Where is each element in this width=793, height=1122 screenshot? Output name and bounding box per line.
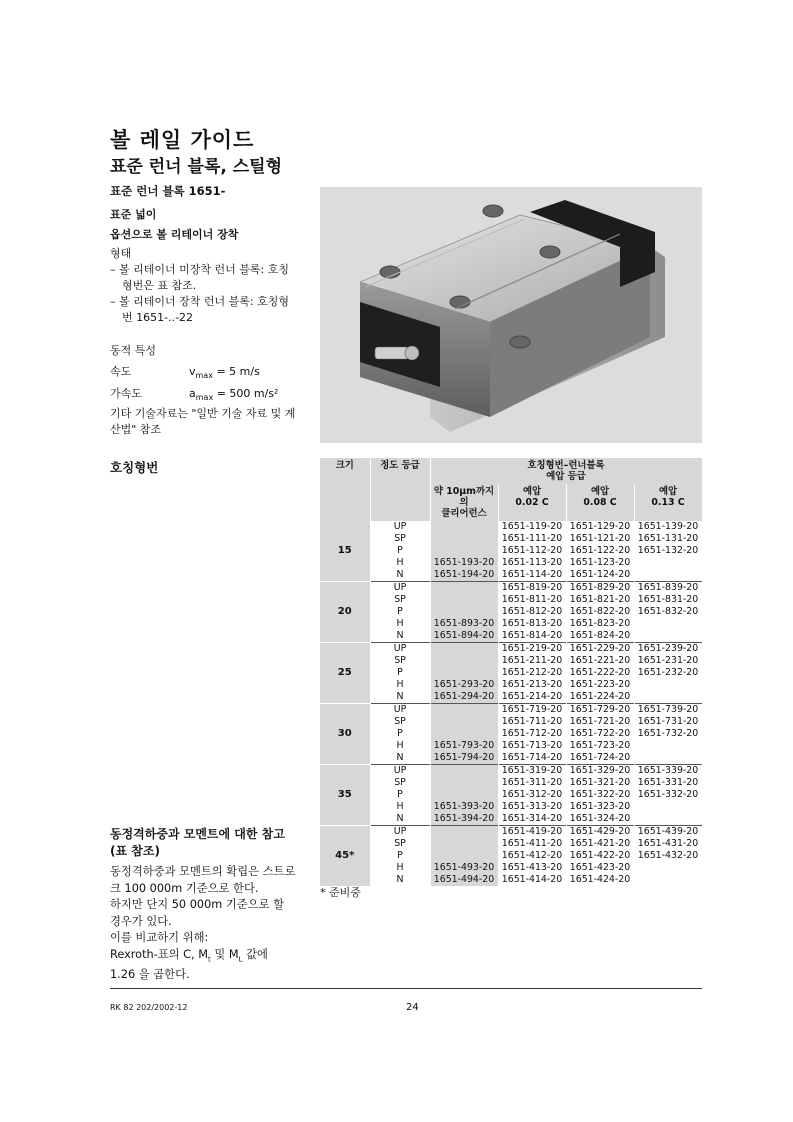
clearance-cell: [430, 606, 498, 618]
table-row: [320, 728, 702, 740]
preload-002-cell: 1651-711-20: [498, 716, 566, 728]
grade-cell: H: [370, 557, 430, 569]
preload-008-cell: 1651-129-20: [566, 521, 634, 533]
load-text-6-sub1: t: [208, 954, 211, 963]
preload-013-cell: 1651-432-20: [634, 850, 702, 862]
clearance-cell: [430, 850, 498, 862]
preload-002-cell: 1651-214-20: [498, 691, 566, 704]
other-tech-data: [110, 406, 315, 438]
preload-008-cell: 1651-829-20: [566, 582, 634, 595]
speed-subscript: max: [195, 371, 213, 381]
form-section: [110, 246, 310, 326]
footnote: * 준비중: [320, 886, 361, 899]
table-row: [320, 826, 702, 839]
preload-002-cell: 1651-719-20: [498, 704, 566, 717]
preload-008-cell: 1651-723-20: [566, 740, 634, 752]
load-heading-a: 동정격하중과 모멘트에 대한 참고: [110, 827, 285, 841]
preload-008-cell: 1651-724-20: [566, 752, 634, 765]
preload-008-cell: 1651-229-20: [566, 643, 634, 656]
runner-block-illustration: [320, 187, 702, 443]
preload-013-cell: 1651-439-20: [634, 826, 702, 839]
table-row: [320, 545, 702, 557]
table-row: [320, 618, 702, 630]
grade-cell: UP: [370, 826, 430, 839]
preload-013-cell: 1651-331-20: [634, 777, 702, 789]
preload-002-cell: 1651-212-20: [498, 667, 566, 679]
table-row: [320, 521, 702, 533]
grade-cell: SP: [370, 838, 430, 850]
load-text-7: 1.26 을 곱한다.: [110, 968, 190, 982]
grade-cell: N: [370, 630, 430, 643]
clearance-cell: [430, 838, 498, 850]
grade-cell: H: [370, 618, 430, 630]
footer-divider: [110, 988, 702, 989]
grade-cell: SP: [370, 777, 430, 789]
preload-008-cell: 1651-823-20: [566, 618, 634, 630]
preload-013-cell: 1651-332-20: [634, 789, 702, 801]
form-line1b: 형번은 표 참조.: [122, 279, 197, 292]
grade-cell: P: [370, 545, 430, 557]
clearance-cell: [430, 521, 498, 533]
dynamics-heading: 동적 특성: [110, 344, 157, 357]
preload-008-cell: 1651-124-20: [566, 569, 634, 582]
clearance-cell: 1651-494-20: [430, 874, 498, 886]
col-group-line-a: 호칭형번–런너블록: [527, 460, 605, 471]
preload-013-cell: [634, 630, 702, 643]
grade-cell: UP: [370, 643, 430, 656]
preload-013-cell: 1651-832-20: [634, 606, 702, 618]
preload-013-cell: 1651-431-20: [634, 838, 702, 850]
preload-013-cell: 1651-139-20: [634, 521, 702, 533]
preload-013-cell: 1651-739-20: [634, 704, 702, 717]
clearance-cell: [430, 643, 498, 656]
load-text-2: 크 100 000m 기준으로 한다.: [110, 881, 259, 895]
footer-document-code: RK 82 202/2002-12: [110, 1003, 188, 1012]
col-preload-002-a: 예압: [522, 486, 542, 497]
grade-cell: N: [370, 874, 430, 886]
preload-008-cell: 1651-729-20: [566, 704, 634, 717]
preload-008-cell: 1651-422-20: [566, 850, 634, 862]
clearance-cell: 1651-393-20: [430, 801, 498, 813]
size-cell: 20: [320, 582, 370, 643]
clearance-cell: 1651-493-20: [430, 862, 498, 874]
clearance-cell: [430, 789, 498, 801]
preload-013-cell: [634, 874, 702, 886]
preload-008-cell: 1651-223-20: [566, 679, 634, 691]
preload-008-cell: 1651-824-20: [566, 630, 634, 643]
table-row: [320, 752, 702, 765]
page-title: 볼 레일 가이드: [110, 128, 255, 152]
col-clearance-a: 약 10μm까지의: [433, 486, 495, 508]
table-row: [320, 813, 702, 826]
preload-013-cell: [634, 557, 702, 569]
load-text: [110, 864, 310, 984]
grade-cell: P: [370, 728, 430, 740]
grade-cell: UP: [370, 582, 430, 595]
clearance-cell: [430, 582, 498, 595]
preload-008-cell: 1651-423-20: [566, 862, 634, 874]
table-row: [320, 838, 702, 850]
grade-cell: H: [370, 740, 430, 752]
col-preload-013-b: 0.13 C: [651, 497, 685, 508]
table-row: [320, 850, 702, 862]
table-row: [320, 606, 702, 618]
clearance-cell: 1651-793-20: [430, 740, 498, 752]
speed-spec: [189, 364, 260, 384]
preload-013-cell: 1651-731-20: [634, 716, 702, 728]
grade-cell: P: [370, 667, 430, 679]
size-cell: 35: [320, 765, 370, 826]
part-number-table-body: [320, 521, 702, 886]
table-row: [320, 533, 702, 545]
table-row: [320, 594, 702, 606]
preload-008-cell: 1651-121-20: [566, 533, 634, 545]
table-row: [320, 679, 702, 691]
size-cell: 25: [320, 643, 370, 704]
preload-013-cell: [634, 752, 702, 765]
col-preload-008: [566, 484, 634, 521]
preload-013-cell: 1651-132-20: [634, 545, 702, 557]
grade-cell: SP: [370, 533, 430, 545]
preload-008-cell: 1651-324-20: [566, 813, 634, 826]
col-preload-013: [634, 484, 702, 521]
table-row: [320, 801, 702, 813]
other-line-a: 기타 기술자료는 "일반 기술 자료 및 계: [110, 407, 296, 420]
feature-standard-width: 표준 넓이: [110, 208, 157, 221]
preload-002-cell: 1651-819-20: [498, 582, 566, 595]
clearance-cell: 1651-394-20: [430, 813, 498, 826]
preload-008-cell: 1651-322-20: [566, 789, 634, 801]
preload-008-cell: 1651-224-20: [566, 691, 634, 704]
grade-cell: N: [370, 691, 430, 704]
grade-cell: H: [370, 862, 430, 874]
preload-008-cell: 1651-421-20: [566, 838, 634, 850]
preload-002-cell: 1651-111-20: [498, 533, 566, 545]
preload-013-cell: 1651-232-20: [634, 667, 702, 679]
preload-002-cell: 1651-713-20: [498, 740, 566, 752]
preload-002-cell: 1651-813-20: [498, 618, 566, 630]
table-row: [320, 643, 702, 656]
preload-008-cell: 1651-122-20: [566, 545, 634, 557]
load-text-6-post: 값에: [242, 947, 268, 961]
load-text-4: 경우가 있다.: [110, 914, 172, 928]
clearance-cell: 1651-794-20: [430, 752, 498, 765]
table-row: [320, 569, 702, 582]
table-row: [320, 789, 702, 801]
preload-008-cell: 1651-722-20: [566, 728, 634, 740]
clearance-cell: [430, 594, 498, 606]
col-preload-013-a: 예압: [658, 486, 678, 497]
col-preload-008-b: 0.08 C: [583, 497, 617, 508]
grade-cell: P: [370, 789, 430, 801]
col-size: 크기: [320, 458, 370, 521]
clearance-cell: [430, 826, 498, 839]
table-row: [320, 740, 702, 752]
preload-013-cell: 1651-339-20: [634, 765, 702, 778]
grade-cell: N: [370, 813, 430, 826]
preload-013-cell: [634, 862, 702, 874]
preload-002-cell: 1651-413-20: [498, 862, 566, 874]
form-heading: 형태: [110, 247, 132, 260]
accel-spec: [189, 386, 278, 406]
grade-cell: UP: [370, 765, 430, 778]
grade-cell: SP: [370, 594, 430, 606]
preload-013-cell: 1651-231-20: [634, 655, 702, 667]
part-numbers-heading: 호칭형번: [110, 460, 159, 475]
form-line1a: – 볼 리테이너 미장착 런너 블록: 호칭: [110, 263, 289, 276]
preload-013-cell: [634, 813, 702, 826]
speed-label: 속도: [110, 365, 132, 378]
clearance-cell: 1651-194-20: [430, 569, 498, 582]
preload-013-cell: 1651-239-20: [634, 643, 702, 656]
preload-002-cell: 1651-714-20: [498, 752, 566, 765]
preload-002-cell: 1651-114-20: [498, 569, 566, 582]
clearance-cell: [430, 704, 498, 717]
load-text-6-sub2: L: [238, 954, 243, 963]
clearance-cell: [430, 765, 498, 778]
grade-cell: SP: [370, 716, 430, 728]
product-heading: 표준 런너 블록 1651-: [110, 184, 226, 198]
grade-cell: UP: [370, 704, 430, 717]
preload-002-cell: 1651-414-20: [498, 874, 566, 886]
preload-002-cell: 1651-211-20: [498, 655, 566, 667]
preload-013-cell: [634, 691, 702, 704]
clearance-cell: [430, 777, 498, 789]
col-preload-008-a: 예압: [590, 486, 610, 497]
load-text-3: 하지만 단지 50 000m 기준으로 할: [110, 898, 285, 911]
table-row: [320, 874, 702, 886]
clearance-cell: [430, 533, 498, 545]
size-cell: 15: [320, 521, 370, 582]
clearance-cell: 1651-294-20: [430, 691, 498, 704]
table-row: [320, 862, 702, 874]
preload-013-cell: 1651-831-20: [634, 594, 702, 606]
col-clearance: [430, 484, 498, 521]
preload-002-cell: 1651-112-20: [498, 545, 566, 557]
load-text-6-pre: Rexroth-표의 C, M: [110, 947, 208, 961]
preload-008-cell: 1651-822-20: [566, 606, 634, 618]
accel-symbol: a: [189, 387, 196, 400]
preload-002-cell: 1651-712-20: [498, 728, 566, 740]
clearance-cell: [430, 545, 498, 557]
preload-002-cell: 1651-311-20: [498, 777, 566, 789]
load-text-6: [110, 947, 310, 968]
size-cell: 30: [320, 704, 370, 765]
preload-008-cell: 1651-221-20: [566, 655, 634, 667]
table-row: [320, 704, 702, 717]
clearance-cell: 1651-893-20: [430, 618, 498, 630]
preload-002-cell: 1651-319-20: [498, 765, 566, 778]
preload-013-cell: 1651-839-20: [634, 582, 702, 595]
load-text-5: 이를 비교하기 위해:: [110, 931, 209, 944]
clearance-cell: 1651-894-20: [430, 630, 498, 643]
table-row: [320, 667, 702, 679]
load-text-1: 동정격하중과 모멘트의 확립은 스트로: [110, 865, 296, 878]
preload-013-cell: [634, 618, 702, 630]
table-row: [320, 655, 702, 667]
size-cell: 45*: [320, 826, 370, 887]
preload-013-cell: 1651-732-20: [634, 728, 702, 740]
preload-002-cell: 1651-119-20: [498, 521, 566, 533]
grade-cell: H: [370, 801, 430, 813]
preload-008-cell: 1651-323-20: [566, 801, 634, 813]
preload-002-cell: 1651-411-20: [498, 838, 566, 850]
preload-013-cell: [634, 740, 702, 752]
col-group-header: [430, 458, 702, 484]
feature-ball-retainer: 옵션으로 볼 리테이너 장착: [110, 228, 239, 241]
page-subtitle: 표준 런너 블록, 스틸형: [110, 157, 283, 177]
preload-008-cell: 1651-721-20: [566, 716, 634, 728]
clearance-cell: [430, 655, 498, 667]
part-number-table: [320, 458, 703, 886]
accel-label: 가속도: [110, 387, 142, 400]
preload-002-cell: 1651-814-20: [498, 630, 566, 643]
clearance-cell: [430, 716, 498, 728]
preload-008-cell: 1651-424-20: [566, 874, 634, 886]
preload-008-cell: 1651-429-20: [566, 826, 634, 839]
form-line2a: – 볼 리테이너 장착 런너 블록: 호칭형: [110, 295, 289, 308]
preload-008-cell: 1651-321-20: [566, 777, 634, 789]
speed-symbol: v: [189, 365, 196, 378]
preload-013-cell: [634, 679, 702, 691]
preload-013-cell: [634, 569, 702, 582]
grade-cell: UP: [370, 521, 430, 533]
table-row: [320, 582, 702, 595]
clearance-cell: [430, 667, 498, 679]
col-clearance-b: 클리어런스: [441, 508, 487, 519]
preload-008-cell: 1651-329-20: [566, 765, 634, 778]
col-grade: 정도 등급: [370, 458, 430, 521]
preload-002-cell: 1651-113-20: [498, 557, 566, 569]
preload-002-cell: 1651-313-20: [498, 801, 566, 813]
preload-002-cell: 1651-412-20: [498, 850, 566, 862]
accel-subscript: max: [195, 393, 214, 403]
table-row: [320, 630, 702, 643]
preload-002-cell: 1651-219-20: [498, 643, 566, 656]
table-row: [320, 765, 702, 778]
speed-value: = 5 m/s: [216, 365, 260, 378]
grade-cell: SP: [370, 655, 430, 667]
load-heading: [110, 826, 285, 860]
preload-002-cell: 1651-213-20: [498, 679, 566, 691]
clearance-cell: 1651-293-20: [430, 679, 498, 691]
table-row: [320, 557, 702, 569]
table-row: [320, 691, 702, 704]
accel-value: = 500 m/s²: [216, 387, 279, 400]
clearance-cell: [430, 728, 498, 740]
preload-008-cell: 1651-222-20: [566, 667, 634, 679]
preload-002-cell: 1651-812-20: [498, 606, 566, 618]
col-group-line-b: 예압 등급: [546, 471, 586, 482]
other-line-b: 산법" 참조: [110, 423, 162, 436]
preload-002-cell: 1651-314-20: [498, 813, 566, 826]
preload-013-cell: [634, 801, 702, 813]
col-preload-002-b: 0.02 C: [515, 497, 549, 508]
preload-002-cell: 1651-811-20: [498, 594, 566, 606]
grade-cell: H: [370, 679, 430, 691]
load-heading-b: (표 참조): [110, 844, 160, 858]
grade-cell: N: [370, 752, 430, 765]
grade-cell: N: [370, 569, 430, 582]
preload-002-cell: 1651-419-20: [498, 826, 566, 839]
grade-cell: P: [370, 850, 430, 862]
col-preload-002: [498, 484, 566, 521]
preload-008-cell: 1651-123-20: [566, 557, 634, 569]
preload-013-cell: 1651-131-20: [634, 533, 702, 545]
preload-008-cell: 1651-821-20: [566, 594, 634, 606]
preload-002-cell: 1651-312-20: [498, 789, 566, 801]
page-number: 24: [406, 1002, 419, 1013]
form-line2b: 번 1651-..-22: [122, 311, 194, 324]
table-row: [320, 777, 702, 789]
load-text-6-mid: 및 M: [210, 947, 239, 961]
runner-block-photo: [320, 187, 702, 443]
clearance-cell: 1651-193-20: [430, 557, 498, 569]
grade-cell: P: [370, 606, 430, 618]
table-row: [320, 716, 702, 728]
